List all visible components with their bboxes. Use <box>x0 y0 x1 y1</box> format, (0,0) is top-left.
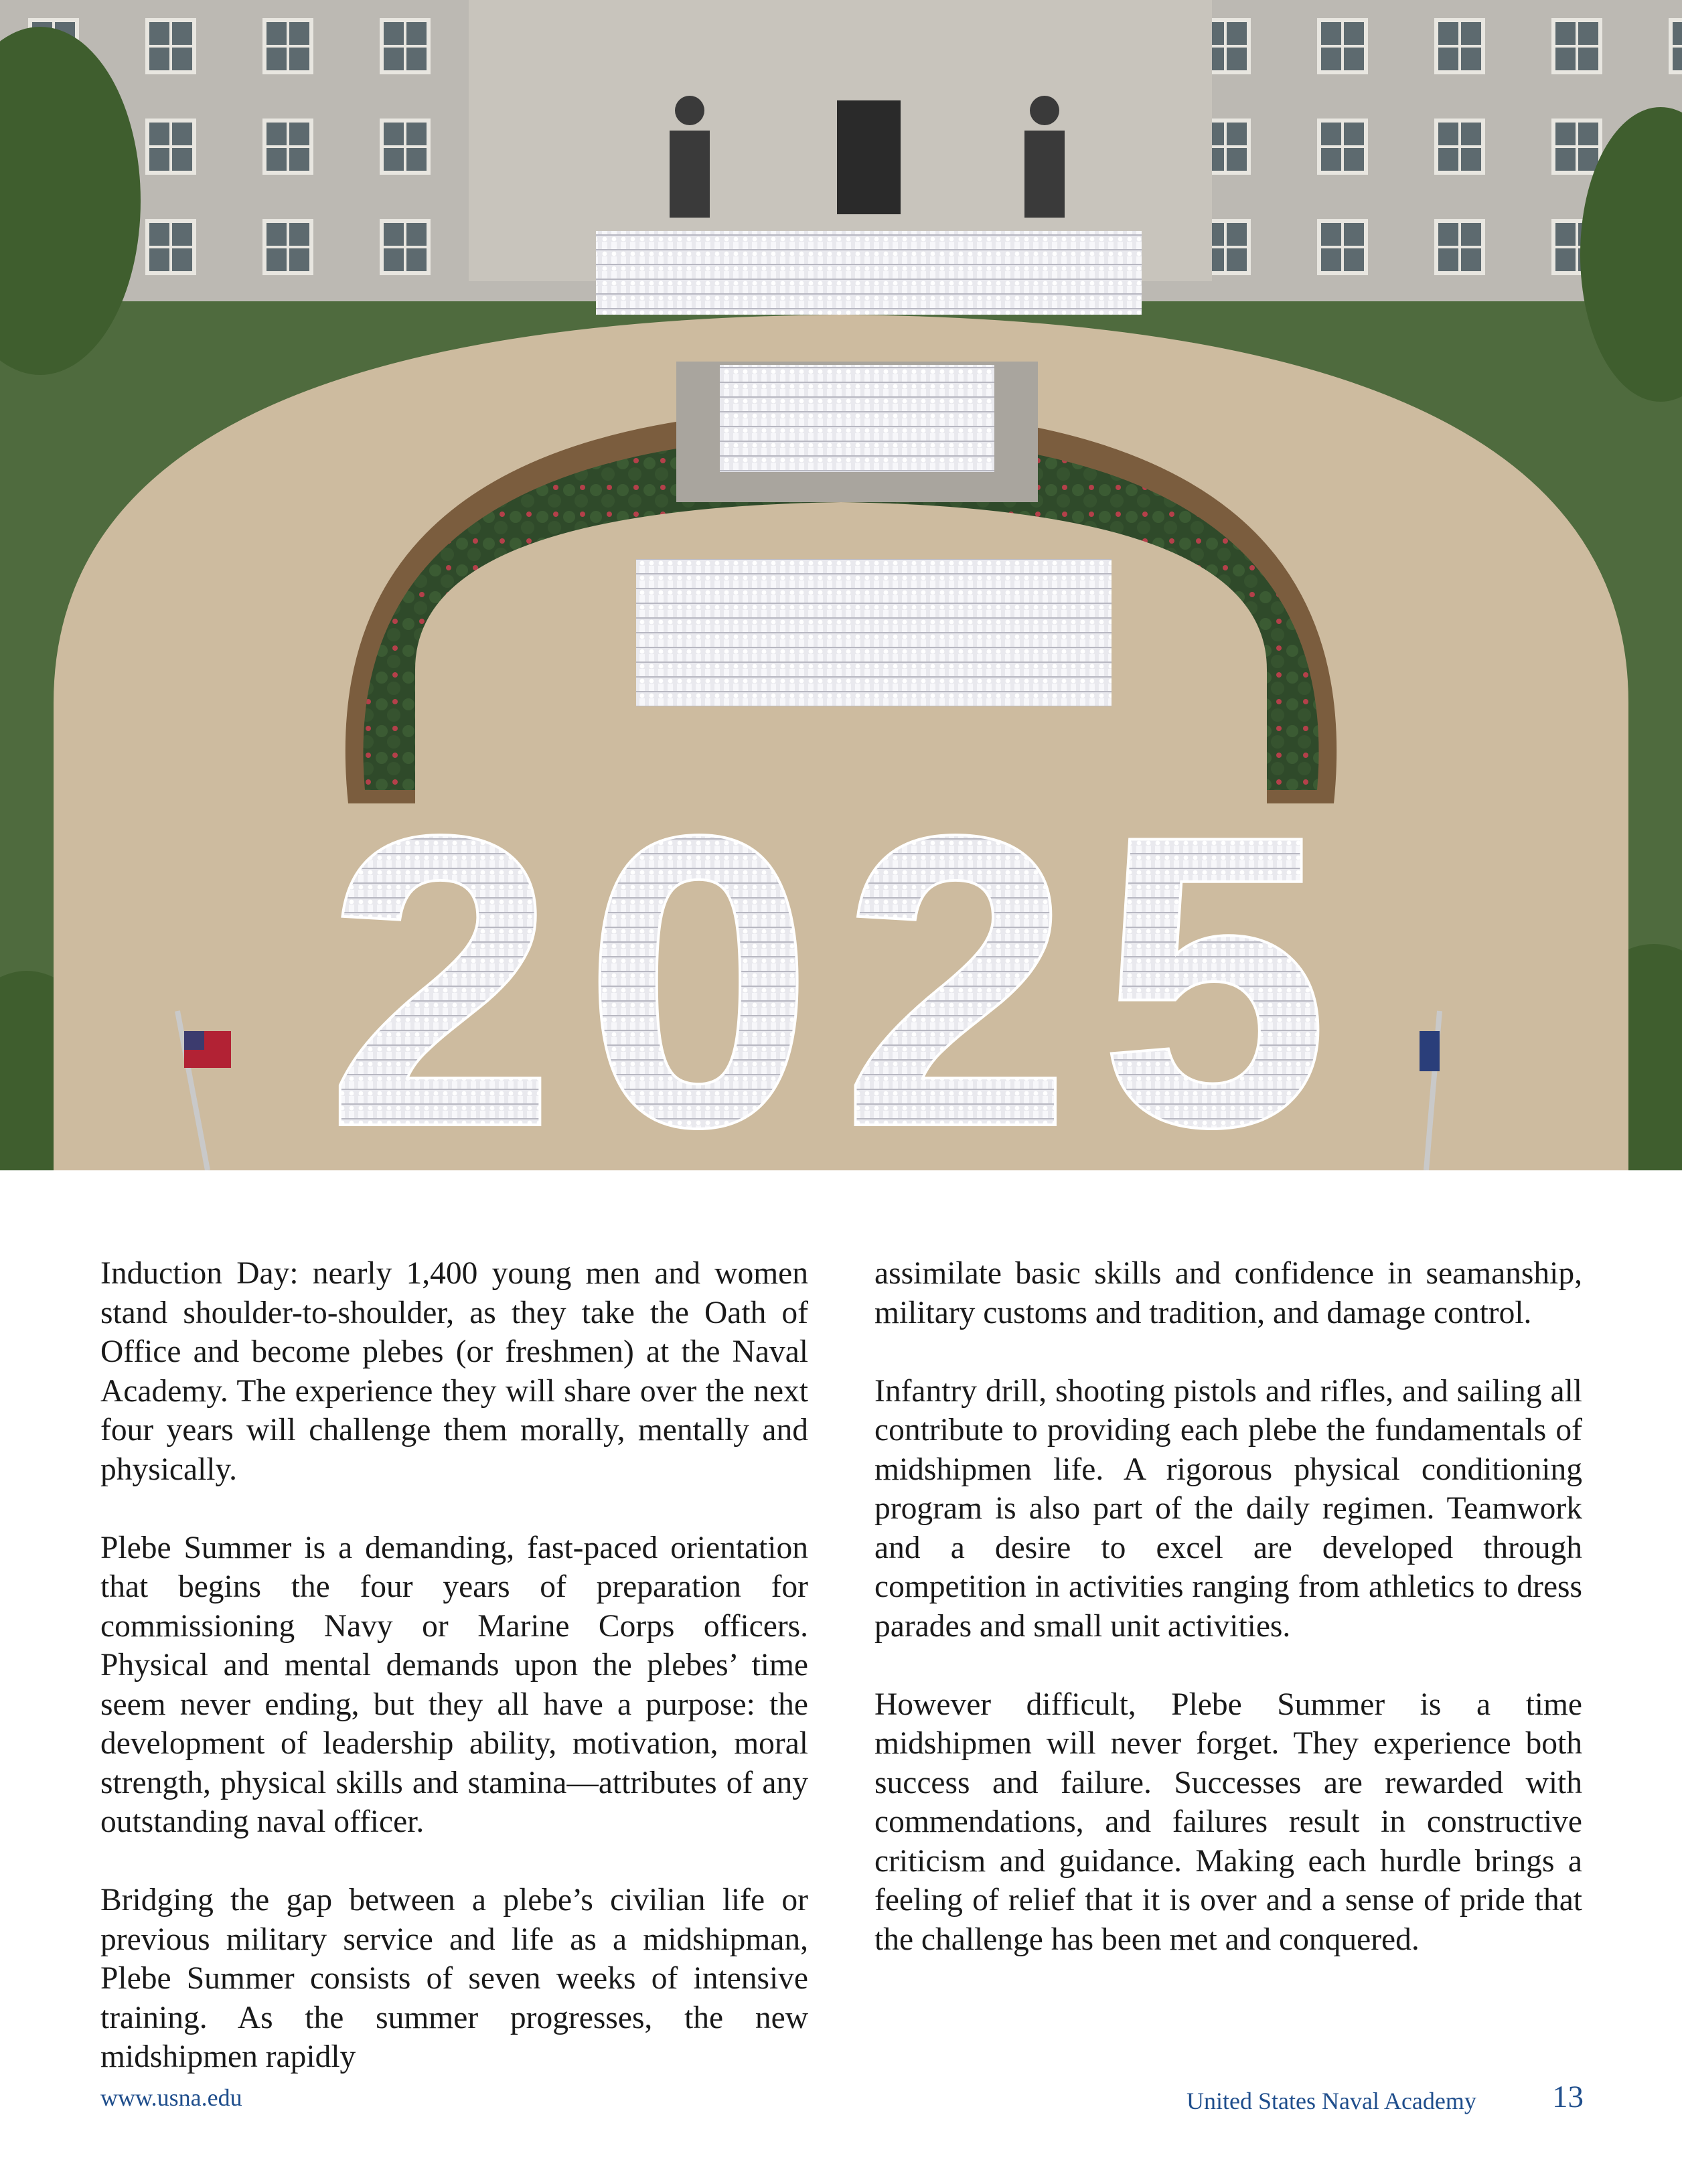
paragraph-assimilate-skills: assimilate basic skills and confidence in seamanship, military customs and tradition, and damage control. <box>874 1256 1582 1330</box>
crowd-steps <box>720 365 994 472</box>
building-side-door-right <box>1024 131 1065 218</box>
page-number: 13 <box>1552 2080 1584 2114</box>
body-column-right <box>874 1254 1582 1999</box>
paragraph-bridging-the-gap: Bridging the gap between a plebe’s civilian life or previous military service and life as a midshipman, Plebe Summer consists of seven weeks of intensive training. As the summer progresses, the new midshipmen rapidly <box>100 1883 808 2074</box>
paragraph-induction-day: Induction Day: nearly 1,400 young men and women stand shoulder-to-shoulder, as they take the Oath of Office and become plebes (or freshmen) at the Naval Academy. The experience they will share over the next four years will challenge them morally, mentally and physically. <box>100 1256 808 1487</box>
footer-website-link[interactable]: www.usna.edu <box>100 2084 242 2111</box>
building-oculus-right <box>1030 96 1059 125</box>
naval-flag <box>1420 1031 1440 1071</box>
paragraph-infantry-drill: Infantry drill, shooting pistols and rifles, and sailing all contribute to providing each plebe the fundamentals of midshipmen life. A rigorous physical conditioning program is also part of the daily regimen. Teamwork and a desire to excel are developed through competition in activities ranging from athletics to dress parades and small unit activities. <box>874 1373 1582 1644</box>
building-main-door <box>837 100 901 214</box>
building-oculus-left <box>675 96 704 125</box>
formation-2025: 2025 <box>325 750 1357 1170</box>
crowd-upper-terrace <box>596 231 1142 315</box>
building-side-door-left <box>670 131 710 218</box>
crowd-center-block <box>636 559 1112 706</box>
footer-organization: United States Naval Academy <box>1187 2088 1476 2114</box>
body-column-left <box>100 1254 808 2116</box>
paragraph-however-difficult: However difficult, Plebe Summer is a time midshipmen will never forget. They experience both success and failure. Successes are rewarded with commendations, and failures result in constructive criticism and guidance. Making each hurdle brings a feeling of relief that it is over and a sense of pride that the challenge has been met and conquered. <box>874 1687 1582 1957</box>
paragraph-plebe-summer: Plebe Summer is a demanding, fast-paced orientation that begins the four years of preparation for commissioning Navy or Marine Corps officers. Physical and mental demands upon the plebes’ time seem never ending, but they all have a purpose: the development of leadership ability, motivation, moral strength, physical skills and stamina—attributes of any outstanding naval officer. <box>100 1530 808 1839</box>
